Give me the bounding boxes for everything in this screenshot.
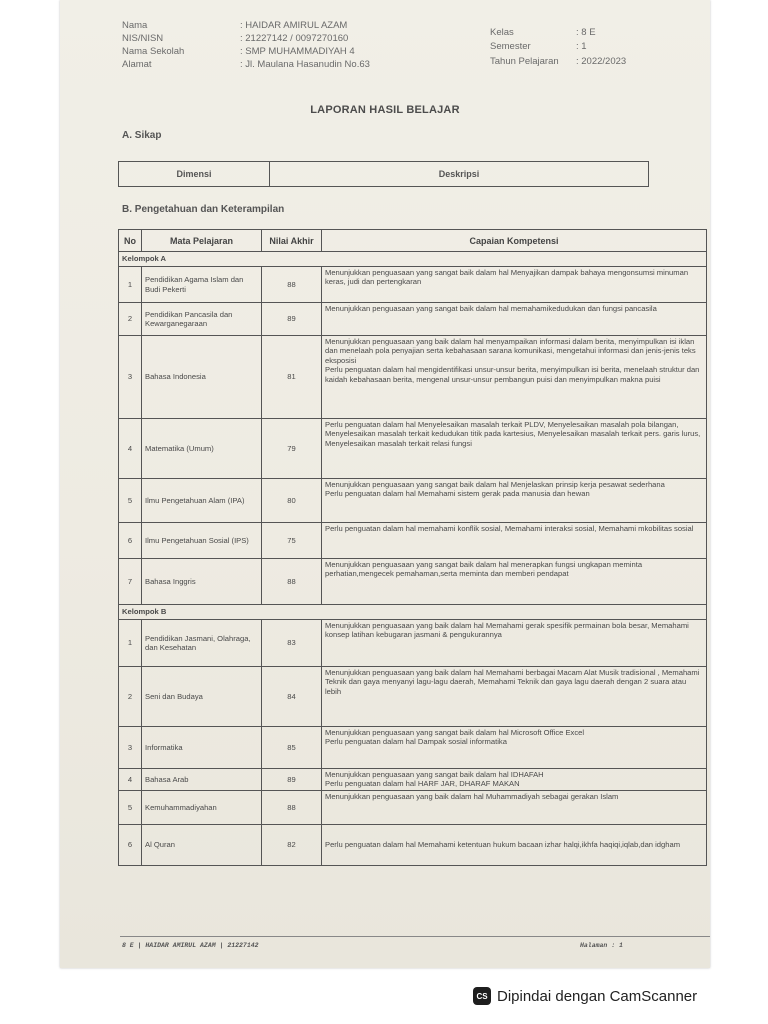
competency-text: Menunjukkan penguasaan yang baik dalam hal Memahami berbagai Macam Alat Musik tradisional , Memahami Teknik dan gaya menyanyi lagu-lagu daerah, Memahami Teknik dan gaya lagu daerah dengan 2 suara atau lebih — [322, 667, 707, 727]
row-number: 3 — [119, 336, 142, 419]
year-value: : 2022/2023 — [576, 56, 627, 67]
score-value: 88 — [262, 791, 322, 825]
table-row — [119, 727, 707, 769]
competency-text: Perlu penguatan dalam hal Menyelesaikan masalah terkait PLDV, Menyelesaikan masalah pola bilangan, Menyelesaikan masalah terkait kedudukan titik pada kartesius, Menyelesaikan masalah terkait pers. garis lurus, Menyelesaikan masalah terkait relasi fungsi — [322, 419, 707, 479]
subject-name: Bahasa Indonesia — [142, 336, 262, 419]
row-number: 3 — [119, 727, 142, 769]
name-label: Nama — [122, 20, 148, 31]
student-info — [60, 0, 710, 80]
table-row — [119, 791, 707, 825]
row-number: 5 — [119, 479, 142, 523]
row-number: 2 — [119, 303, 142, 336]
footer-divider — [120, 936, 710, 937]
footer-student-info: 8 E | HAIDAR AMIRUL AZAM | 21227142 — [122, 942, 259, 949]
subject-name: Ilmu Pengetahuan Alam (IPA) — [142, 479, 262, 523]
school-value: : SMP MUHAMMADIYAH 4 — [240, 46, 355, 57]
competency-text: Menunjukkan penguasaan yang baik dalam hal Memahami gerak spesifik permainan bola besar, Memahami konsep latihan kebugaran jasmani & pengukurannya — [322, 620, 707, 667]
table-row — [119, 825, 707, 866]
semester-label: Semester — [490, 41, 531, 52]
nis-label: NIS/NISN — [122, 33, 164, 44]
score-value: 83 — [262, 620, 322, 667]
scanner-watermark — [473, 984, 697, 1008]
competency-text: Perlu penguatan dalam hal Memahami ketentuan hukum bacaan izhar halqi,ikhfa haqiqi,iqlab,dan idgham — [322, 825, 707, 866]
watermark-text: Dipindai dengan CamScanner — [497, 987, 698, 1005]
year-label: Tahun Pelajaran — [490, 56, 559, 67]
grades-table — [118, 229, 707, 866]
description-header: Deskripsi — [270, 162, 649, 187]
competency-text: Perlu penguatan dalam hal memahami konflik sosial, Memahami interaksi sosial, Memahami mkobilitas sosial — [322, 523, 707, 559]
competency-text: Menunjukkan penguasaan yang sangat baik dalam hal menerapkan fungsi ungkapan meminta perhatian,mengecek pemahaman,serta meminta dan memberi pendapat — [322, 559, 707, 605]
table-row — [119, 419, 707, 479]
score-value: 88 — [262, 267, 322, 303]
subject-name: Informatika — [142, 727, 262, 769]
report-page — [60, 0, 710, 968]
address-label: Alamat — [122, 59, 152, 70]
subject-name: Bahasa Inggris — [142, 559, 262, 605]
grades-header-row — [119, 230, 707, 252]
section-a-title: A. Sikap — [122, 130, 162, 141]
table-row — [119, 479, 707, 523]
competency-text: Menunjukkan penguasaan yang sangat baik dalam hal Microsoft Office Excel Perlu penguatan dalam hal Dampak sosial informatika — [322, 727, 707, 769]
school-label: Nama Sekolah — [122, 46, 185, 57]
competency-text: Menunjukkan penguasaan yang baik dalam hal menyampaikan informasi dalam berita, menyimpulkan isi iklan dan menelaah pola penyajian serta kebahasaan sarana komunikasi, mengetahui informasi dan jenis-jenis teks eksposisi Perlu penguatan dalam hal mengidentifikasi unsur-unsur berita, menyimpulkan isi berita, menelaah struktur dan kaidah kebahasaan berita, mengenal unsur-unsur pembangun puisi dan menyimpulkan makna puisi — [322, 336, 707, 419]
score-value: 89 — [262, 769, 322, 791]
table-row — [119, 523, 707, 559]
nis-value: : 21227142 / 0097270160 — [240, 33, 349, 44]
score-value: 82 — [262, 825, 322, 866]
table-row — [119, 303, 707, 336]
score-value: 89 — [262, 303, 322, 336]
score-value: 75 — [262, 523, 322, 559]
subject-name: Pendidikan Jasmani, Olahraga, dan Kesehatan — [142, 620, 262, 667]
no-header: No — [119, 230, 142, 252]
subject-name: Matematika (Umum) — [142, 419, 262, 479]
section-b-title: B. Pengetahuan dan Keterampilan — [122, 204, 285, 215]
group-a-label: Kelompok A — [119, 252, 707, 267]
row-number: 2 — [119, 667, 142, 727]
group-b-label: Kelompok B — [119, 605, 707, 620]
row-number: 6 — [119, 825, 142, 866]
score-value: 79 — [262, 419, 322, 479]
row-number: 1 — [119, 620, 142, 667]
subject-name: Pendidikan Agama Islam dan Budi Pekerti — [142, 267, 262, 303]
class-value: : 8 E — [576, 27, 596, 38]
table-row — [119, 336, 707, 419]
table-row — [119, 667, 707, 727]
attitude-table — [118, 161, 649, 187]
score-value: 85 — [262, 727, 322, 769]
competency-header: Capaian Kompetensi — [322, 230, 707, 252]
semester-value: : 1 — [576, 41, 587, 52]
competency-text: Menunjukkan penguasaan yang sangat baik dalam hal Menjelaskan prinsip kerja pesawat sederhana Perlu penguatan dalam hal Memahami sistem gerak pada manusia dan hewan — [322, 479, 707, 523]
row-number: 1 — [119, 267, 142, 303]
row-number: 6 — [119, 523, 142, 559]
score-header: Nilai Akhir — [262, 230, 322, 252]
footer-page-number: Halaman : 1 — [580, 942, 623, 949]
name-value: : HAIDAR AMIRUL AZAM — [240, 20, 348, 31]
subject-name: Al Quran — [142, 825, 262, 866]
subject-name: Seni dan Budaya — [142, 667, 262, 727]
subject-name: Ilmu Pengetahuan Sosial (IPS) — [142, 523, 262, 559]
competency-text: Menunjukkan penguasaan yang sangat baik dalam hal memahamikedudukan dan fungsi pancasila — [322, 303, 707, 336]
competency-text: Menunjukkan penguasaan yang sangat baik dalam hal Menyajikan dampak bahaya mengonsumsi minuman keras, judi dan pertengkaran — [322, 267, 707, 303]
table-row — [119, 769, 707, 791]
row-number: 4 — [119, 419, 142, 479]
table-row — [119, 267, 707, 303]
row-number: 5 — [119, 791, 142, 825]
address-value: : Jl. Maulana Hasanudin No.63 — [240, 59, 370, 70]
subject-name: Pendidikan Pancasila dan Kewarganegaraan — [142, 303, 262, 336]
report-title: LAPORAN HASIL BELAJAR — [310, 104, 460, 116]
class-label: Kelas — [490, 27, 514, 38]
competency-text: Menunjukkan penguasaan yang sangat baik dalam hal IDHAFAH Perlu penguatan dalam hal HARF JAR, DHARAF MAKAN — [322, 769, 707, 791]
competency-text: Menunjukkan penguasaan yang baik dalam hal Muhammadiyah sebagai gerakan Islam — [322, 791, 707, 825]
row-number: 7 — [119, 559, 142, 605]
camscanner-icon: CS — [473, 987, 491, 1005]
score-value: 80 — [262, 479, 322, 523]
subject-name: Bahasa Arab — [142, 769, 262, 791]
table-row — [119, 620, 707, 667]
table-row — [119, 559, 707, 605]
dimension-header: Dimensi — [119, 162, 270, 187]
row-number: 4 — [119, 769, 142, 791]
score-value: 81 — [262, 336, 322, 419]
score-value: 84 — [262, 667, 322, 727]
subject-name: Kemuhammadiyahan — [142, 791, 262, 825]
score-value: 88 — [262, 559, 322, 605]
subject-header: Mata Pelajaran — [142, 230, 262, 252]
